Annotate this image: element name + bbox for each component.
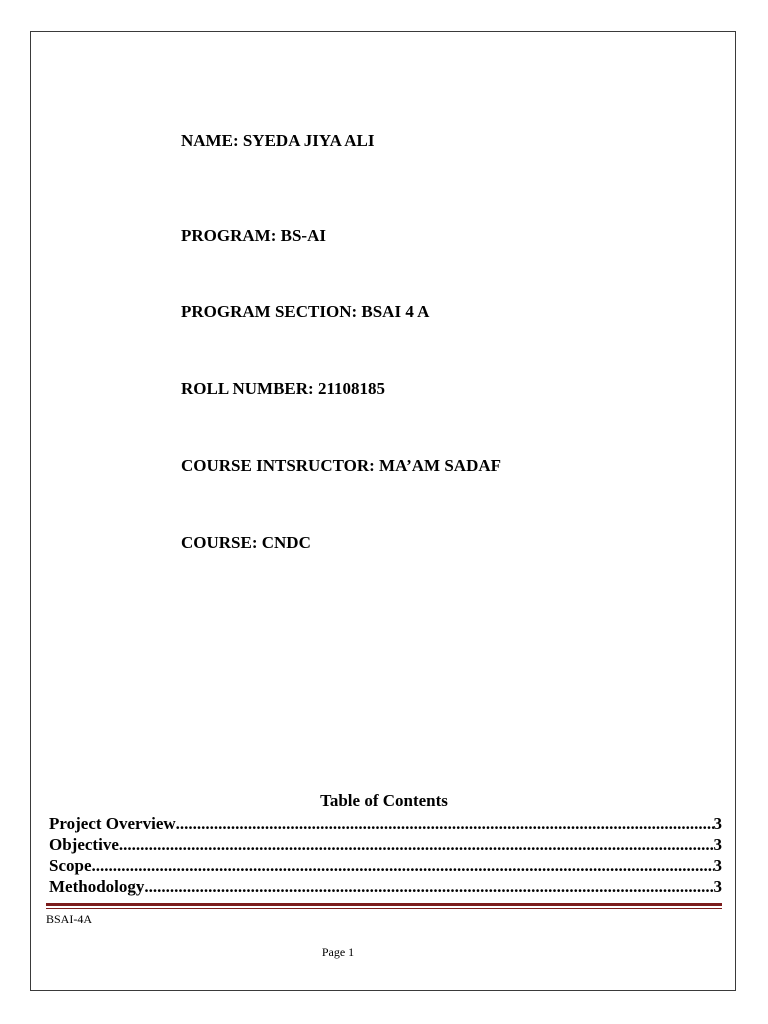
toc-dot-leader (176, 814, 714, 834)
footer-page-number: Page 1 (321, 945, 355, 959)
toc-entry-page: 3 (713, 814, 722, 833)
toc-entry-page: 3 (713, 856, 722, 875)
student-name: NAME: SYEDA JIYA ALI (181, 131, 375, 150)
program-section: PROGRAM SECTION: BSAI 4 A (181, 302, 430, 321)
course: COURSE: CNDC (181, 533, 311, 552)
toc-entry-methodology[interactable] (49, 877, 722, 898)
toc-entry-project-overview[interactable] (49, 814, 722, 835)
table-of-contents (49, 814, 722, 898)
toc-entry-label: Scope (49, 856, 92, 875)
toc-entry-label: Methodology (49, 877, 145, 896)
course-instructor: COURSE INTSRUCTOR: MA’AM SADAF (181, 456, 502, 475)
toc-entry-scope[interactable] (49, 856, 722, 877)
toc-entry-objective[interactable] (49, 835, 722, 856)
toc-entry-label: Objective (49, 835, 119, 854)
toc-dot-leader (119, 835, 714, 855)
footer-rule-thin (46, 908, 722, 909)
footer-section-label: BSAI-4A (46, 912, 93, 926)
roll-number: ROLL NUMBER: 21108185 (181, 379, 386, 398)
toc-entry-page: 3 (713, 835, 722, 854)
program: PROGRAM: BS-AI (181, 226, 326, 245)
toc-title: Table of Contents (320, 791, 448, 810)
toc-entry-label: Project Overview (49, 814, 176, 833)
toc-dot-leader (144, 877, 713, 897)
footer-rule-thick (46, 903, 722, 906)
toc-entry-page: 3 (713, 877, 722, 896)
toc-dot-leader (92, 856, 714, 876)
